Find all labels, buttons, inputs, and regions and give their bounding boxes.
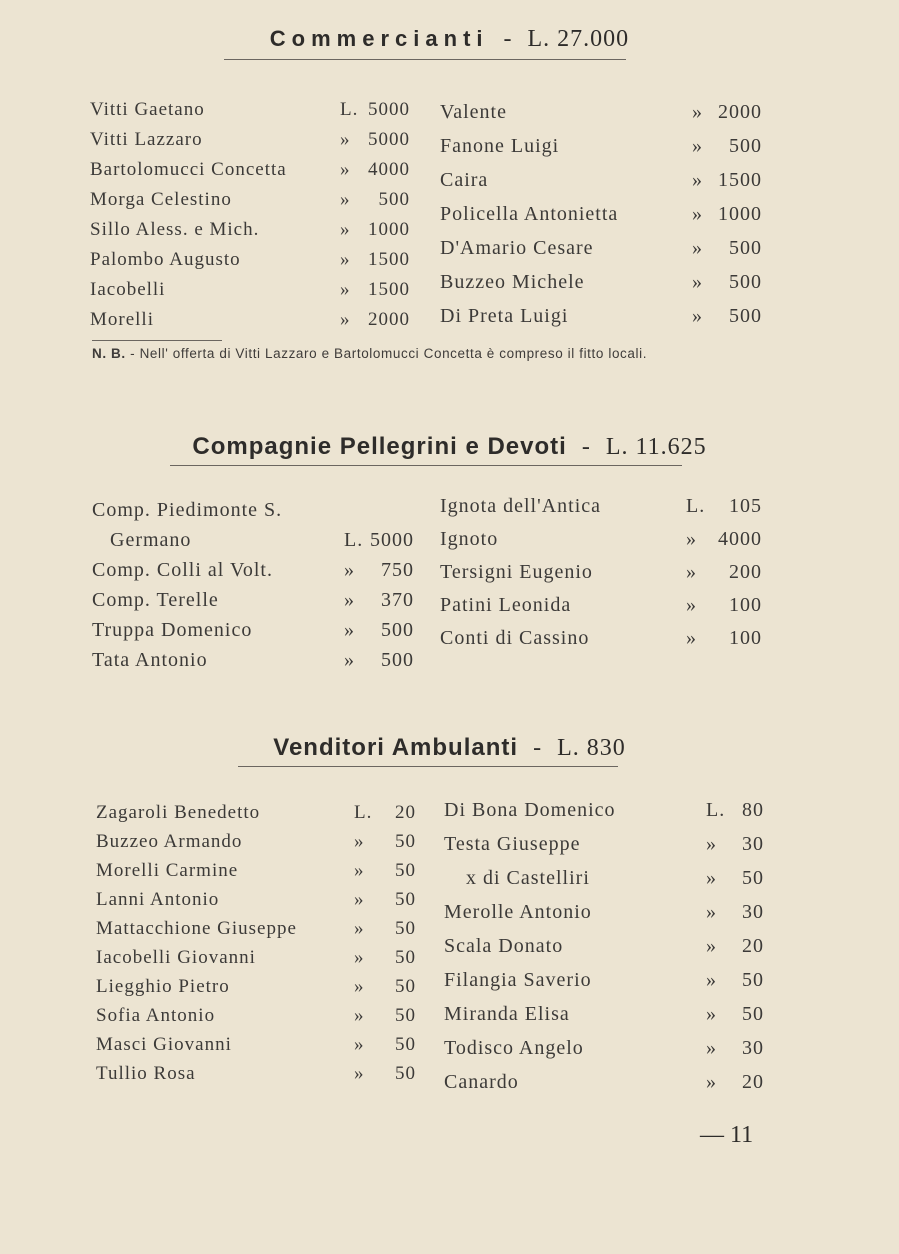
donor-name: Scala Donato: [444, 935, 564, 957]
section-amount: L. 27.000: [527, 26, 630, 52]
donor-name: Merolle Antonio: [444, 901, 592, 923]
ditto-mark: »: [692, 305, 703, 327]
amount-value: 20: [742, 935, 764, 957]
donor-name: Ignoto: [440, 528, 499, 550]
amount-value: 1500: [368, 279, 410, 300]
amount-value: 80: [742, 799, 764, 821]
donor-name: Di Preta Luigi: [440, 305, 569, 327]
amount-value: 30: [742, 901, 764, 923]
donor-name: Comp. Terelle: [92, 589, 219, 611]
list-item: [96, 856, 416, 885]
list-item: [440, 556, 762, 589]
ditto-mark: »: [354, 860, 365, 881]
ditto-mark: »: [692, 271, 703, 293]
amount-value: 2000: [368, 309, 410, 330]
ditto-mark: »: [354, 976, 365, 997]
amount-value: 50: [742, 1003, 764, 1025]
note-divider: [92, 340, 222, 341]
donor-name: Tersigni Eugenio: [440, 561, 593, 583]
amount-value: 1500: [718, 169, 762, 191]
list-item: [96, 972, 416, 1001]
list-item: [96, 1030, 416, 1059]
note-label: N. B.: [92, 346, 126, 361]
donor-name: Lanni Antonio: [96, 889, 220, 910]
ditto-mark: »: [354, 918, 365, 939]
amount-value: 750: [381, 559, 414, 581]
ditto-mark: »: [692, 237, 703, 259]
amount-value: 4000: [718, 528, 762, 550]
section-amount: L. 830: [557, 735, 626, 761]
list-item: [440, 622, 762, 655]
ditto-mark: »: [340, 189, 351, 210]
donor-name: Di Bona Domenico: [444, 799, 616, 821]
section-amount: L. 11.625: [605, 434, 707, 460]
ditto-mark: »: [340, 309, 351, 330]
list-item: [440, 129, 762, 163]
amount-value: 370: [381, 589, 414, 611]
amount-value: 50: [395, 860, 416, 881]
amount-value: 50: [395, 831, 416, 852]
list-item: [440, 163, 762, 197]
list-item: [440, 299, 762, 333]
donor-name: Palombo Augusto: [90, 249, 241, 270]
donor-name: Ignota dell'Antica: [440, 495, 601, 517]
donor-name: Truppa Domenico: [92, 619, 253, 641]
donor-name: Liegghio Pietro: [96, 976, 230, 997]
amount-value: 20: [395, 802, 416, 823]
ditto-mark: »: [692, 203, 703, 225]
list-item: [92, 525, 414, 555]
amount-value: 4000: [368, 159, 410, 180]
list-item: [444, 793, 764, 827]
amount-value: 50: [395, 889, 416, 910]
list-item: [444, 861, 764, 895]
amount-value: 105: [729, 495, 762, 517]
amount-value: 50: [395, 1063, 416, 1084]
list-item: [444, 1031, 764, 1065]
section-title-compagnie: Compagnie Pellegrini e Devoti - L. 11.625: [192, 433, 707, 460]
ditto-mark: »: [706, 1003, 717, 1025]
commercianti-right-column: [440, 95, 762, 333]
list-item: [444, 929, 764, 963]
ditto-mark: »: [340, 249, 351, 270]
donor-name: Mattacchione Giuseppe: [96, 918, 297, 939]
donor-name: Buzzeo Michele: [440, 271, 585, 293]
donor-name: Germano: [110, 529, 192, 551]
ditto-mark: L.: [706, 799, 726, 821]
list-item: [96, 885, 416, 914]
ditto-mark: »: [340, 159, 351, 180]
list-item: [440, 265, 762, 299]
amount-value: 50: [742, 969, 764, 991]
amount-value: 500: [381, 649, 414, 671]
ditto-mark: »: [344, 589, 355, 611]
compagnie-right-column: [440, 490, 762, 655]
list-item: [444, 997, 764, 1031]
ditto-mark: L.: [340, 99, 359, 120]
amount-value: 20: [742, 1071, 764, 1093]
section-title-commercianti: Commercianti - L. 27.000: [269, 26, 630, 52]
amount-value: 500: [729, 271, 762, 293]
ditto-mark: »: [686, 561, 697, 583]
donor-name: Masci Giovanni: [96, 1034, 232, 1055]
ditto-mark: »: [354, 1005, 365, 1026]
donor-name: Zagaroli Benedetto: [96, 802, 261, 823]
venditori-right-column: [444, 793, 764, 1099]
amount-value: 50: [395, 947, 416, 968]
list-item: [90, 95, 415, 125]
amount-value: 5000: [370, 529, 414, 551]
ditto-mark: »: [354, 947, 365, 968]
commercianti-left-column: [90, 95, 415, 335]
list-item: [90, 155, 415, 185]
section-name: Venditori Ambulanti: [273, 734, 519, 761]
ditto-mark: »: [692, 135, 703, 157]
list-item: [90, 305, 415, 335]
list-item: [96, 798, 416, 827]
donor-name: Sillo Aless. e Mich.: [90, 219, 260, 240]
list-item: [92, 615, 414, 645]
ditto-mark: »: [344, 619, 355, 641]
venditori-left-column: [96, 798, 416, 1088]
ditto-mark: »: [344, 649, 355, 671]
amount-value: 500: [729, 135, 762, 157]
donor-name: Valente: [440, 101, 507, 123]
page-number: — 11: [700, 1122, 754, 1148]
list-item: [96, 1001, 416, 1030]
ditto-mark: »: [340, 279, 351, 300]
amount-value: 500: [729, 305, 762, 327]
ditto-mark: »: [354, 1034, 365, 1055]
donor-name: Caira: [440, 169, 489, 191]
section-title-venditori: Venditori Ambulanti - L. 830: [273, 734, 626, 761]
ditto-mark: »: [706, 1037, 717, 1059]
amount-value: 500: [381, 619, 414, 641]
list-item: [90, 275, 415, 305]
donor-name: Fanone Luigi: [440, 135, 560, 157]
amount-value: 50: [395, 918, 416, 939]
note-paragraph: [92, 344, 772, 364]
donor-name: D'Amario Cesare: [440, 237, 594, 259]
list-item: [92, 555, 414, 585]
amount-value: 500: [378, 189, 410, 210]
ditto-mark: »: [354, 831, 365, 852]
compagnie-left-column: [92, 495, 414, 675]
list-item: [92, 495, 414, 525]
donor-name: x di Castelliri: [466, 867, 590, 889]
donor-name: Vitti Lazzaro: [90, 129, 203, 150]
list-item: [444, 895, 764, 929]
donor-name: Conti di Cassino: [440, 627, 590, 649]
title-underline: [170, 465, 682, 466]
ditto-mark: »: [340, 129, 351, 150]
ditto-mark: »: [706, 901, 717, 923]
list-item: [444, 1065, 764, 1099]
donor-name: Testa Giuseppe: [444, 833, 581, 855]
ditto-mark: »: [354, 889, 365, 910]
donor-name: Patini Leonida: [440, 594, 572, 616]
donor-name: Vitti Gaetano: [90, 99, 205, 120]
donor-name: Policella Antonietta: [440, 203, 619, 225]
amount-value: 50: [395, 1034, 416, 1055]
amount-value: 2000: [718, 101, 762, 123]
list-item: [96, 914, 416, 943]
donor-name: Buzzeo Armando: [96, 831, 243, 852]
ditto-mark: »: [692, 101, 703, 123]
list-item: [440, 197, 762, 231]
amount-value: 50: [395, 976, 416, 997]
donor-name: Tullio Rosa: [96, 1063, 196, 1084]
section-name: Commercianti: [269, 26, 489, 51]
list-item: [444, 963, 764, 997]
ditto-mark: L.: [686, 495, 706, 517]
list-item: [440, 95, 762, 129]
donor-name: Sofia Antonio: [96, 1005, 216, 1026]
amount-value: 50: [742, 867, 764, 889]
ditto-mark: »: [706, 969, 717, 991]
list-item: [92, 585, 414, 615]
amount-value: 1500: [368, 249, 410, 270]
list-item: [444, 827, 764, 861]
list-item: [440, 231, 762, 265]
list-item: [90, 185, 415, 215]
donor-name: Comp. Colli al Volt.: [92, 559, 273, 581]
list-item: [440, 589, 762, 622]
amount-value: 100: [729, 627, 762, 649]
list-item: [96, 943, 416, 972]
list-item: [92, 645, 414, 675]
list-item: [440, 523, 762, 556]
amount-value: 30: [742, 1037, 764, 1059]
amount-value: 50: [395, 1005, 416, 1026]
ditto-mark: »: [686, 627, 697, 649]
ditto-mark: »: [686, 594, 697, 616]
list-item: [96, 827, 416, 856]
donor-name: Iacobelli: [90, 279, 166, 300]
amount-value: 5000: [368, 99, 410, 120]
title-underline: [224, 59, 626, 60]
list-item: [96, 1059, 416, 1088]
amount-value: 100: [729, 594, 762, 616]
donor-name: Morelli Carmine: [96, 860, 239, 881]
list-item: [440, 490, 762, 523]
ditto-mark: »: [686, 528, 697, 550]
donor-name: Canardo: [444, 1071, 519, 1093]
donor-name: Morga Celestino: [90, 189, 232, 210]
donor-name: Iacobelli Giovanni: [96, 947, 256, 968]
donor-name: Tata Antonio: [92, 649, 208, 671]
ditto-mark: L.: [354, 802, 373, 823]
ditto-mark: »: [344, 559, 355, 581]
amount-value: 200: [729, 561, 762, 583]
section-name: Compagnie Pellegrini e Devoti: [192, 433, 567, 460]
donor-name: Miranda Elisa: [444, 1003, 570, 1025]
amount-value: 30: [742, 833, 764, 855]
donor-name: Morelli: [90, 309, 154, 330]
list-item: [90, 245, 415, 275]
amount-value: 1000: [368, 219, 410, 240]
list-item: [90, 215, 415, 245]
ditto-mark: »: [354, 1063, 365, 1084]
donor-name: Filangia Saverio: [444, 969, 592, 991]
ditto-mark: »: [340, 219, 351, 240]
amount-value: 1000: [718, 203, 762, 225]
donor-name: Comp. Piedimonte S.: [92, 499, 283, 521]
ditto-mark: L.: [344, 529, 364, 551]
ditto-mark: »: [706, 867, 717, 889]
ditto-mark: »: [692, 169, 703, 191]
amount-value: 5000: [368, 129, 410, 150]
note-text: - Nell' offerta di Vitti Lazzaro e Bartolomucci Concetta è compreso il fitto locali.: [130, 346, 648, 361]
title-underline: [238, 766, 618, 767]
donor-name: Bartolomucci Concetta: [90, 159, 287, 180]
ditto-mark: »: [706, 833, 717, 855]
list-item: [90, 125, 415, 155]
ditto-mark: »: [706, 1071, 717, 1093]
amount-value: 500: [729, 237, 762, 259]
donor-name: Todisco Angelo: [444, 1037, 584, 1059]
ditto-mark: »: [706, 935, 717, 957]
